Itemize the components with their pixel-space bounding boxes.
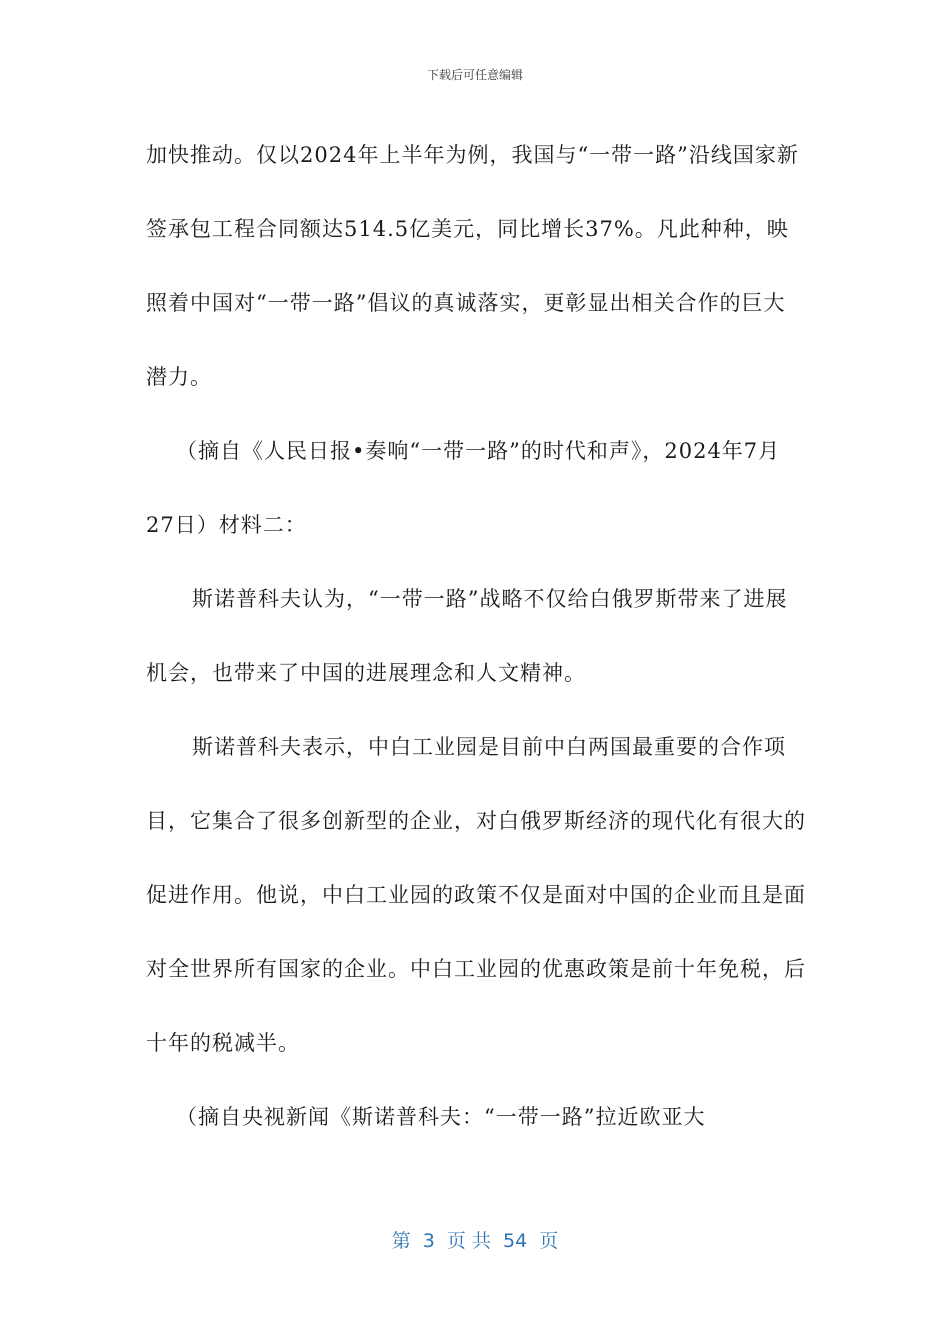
paragraph-citation-1: （摘自《人民日报•奏响“一带一路”的时代和声》，2024年7月27日）材料二：: [146, 439, 781, 537]
paragraph-snopkov-2: 斯诺普科夫表示，中白工业园是目前中白两国最重要的合作项目，它集合了很多创新型的企业，对白俄罗斯经济的现代化有很大的促进作用。他说，中白工业园的政策不仅是面对中国的企业而且是面对全世界所有国家的企业。中白工业园的优惠政策是前十年免税，后十年的税减半。: [146, 735, 806, 1055]
page-number-footer: 第 3 页 共 54 页: [391, 1230, 559, 1252]
document-body: [146, 118, 806, 1154]
paragraph-continuation: 加快推动。仅以2024年上半年为例，我国与“一带一路”沿线国家新签承包工程合同额达514.5亿美元，同比增长37%。凡此种种，映照着中国对“一带一路”倡议的真诚落实，更彰显出相关合作的巨大潜力。: [146, 143, 799, 389]
paragraph-snopkov-1: 斯诺普科夫认为，“一带一路”战略不仅给白俄罗斯带来了进展机会，也带来了中国的进展理念和人文精神。: [146, 587, 788, 685]
paragraph-citation-2: （摘自央视新闻《斯诺普科夫：“一带一路”拉近欧亚大: [176, 1105, 706, 1129]
header-note: 下载后可任意编辑: [426, 68, 523, 82]
